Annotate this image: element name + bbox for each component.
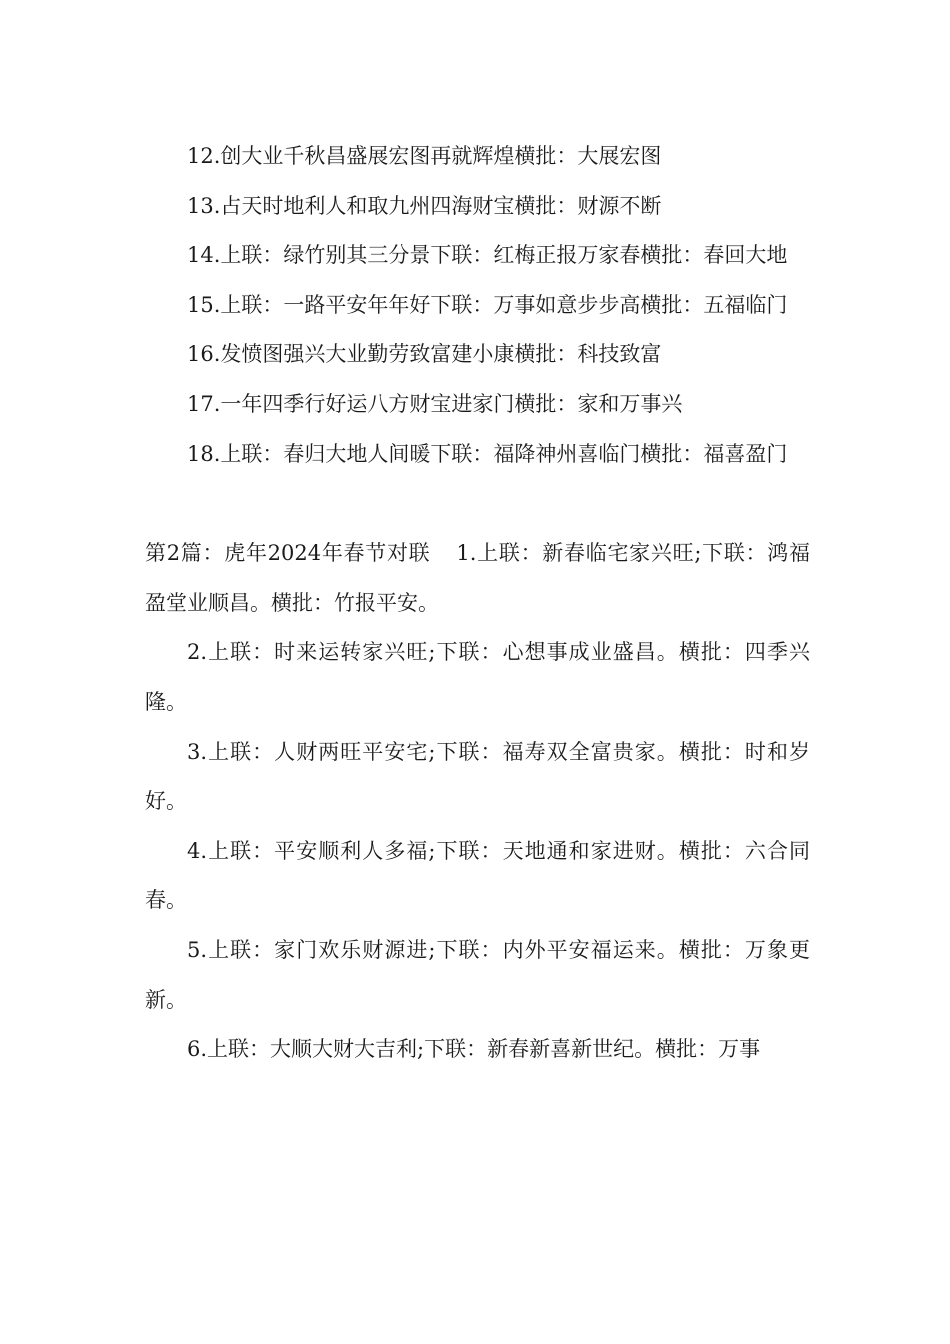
couplet-item-16: 16.发愤图强兴大业勤劳致富建小康横批：科技致富 xyxy=(187,342,662,367)
document-body xyxy=(145,132,810,1075)
couplet-item-3: 3.上联：人财两旺平安宅;下联：福寿双全富贵家。横批：时和岁好。 xyxy=(145,739,810,814)
couplet-item-2: 2.上联：时来运转家兴旺;下联：心想事成业盛昌。横批：四季兴隆。 xyxy=(145,640,810,714)
couplet-item-12: 12.创大业千秋昌盛展宏图再就辉煌横批：大展宏图 xyxy=(187,144,662,168)
couplet-item-15: 15.上联：一路平安年年好下联：万事如意步步高横批：五福临门 xyxy=(187,292,788,317)
couplet-item-13: 13.占天时地利人和取九州四海财宝横批：财源不断 xyxy=(187,193,662,218)
couplet-item-4: 4.上联：平安顺利人多福;下联：天地通和家进财。横批：六合同春。 xyxy=(145,838,810,913)
couplet-item-1: 1.上联：新春临宅家兴旺;下联：鸿福盈堂业顺昌。横批：竹报平安。 xyxy=(145,541,810,615)
section-gap xyxy=(145,479,810,529)
couplet-item-6: 6.上联：大顺大财大吉利;下联：新春新喜新世纪。横批：万事 xyxy=(187,1037,761,1062)
couplet-item-18: 18.上联：春归大地人间暖下联：福降神州喜临门横批：福喜盈门 xyxy=(187,441,788,466)
section-2-intro xyxy=(145,529,810,628)
couplet-item-5: 5.上联：家门欢乐财源进;下联：内外平安福运来。横批：万象更新。 xyxy=(145,937,810,1012)
couplet-item-14: 14.上联：绿竹别其三分景下联：红梅正报万家春横批：春回大地 xyxy=(187,243,788,268)
couplet-item-17: 17.一年四季行好运八方财宝进家门横批：家和万事兴 xyxy=(187,391,683,416)
section-2-title: 第2篇：虎年2024年春节对联 xyxy=(145,541,431,566)
